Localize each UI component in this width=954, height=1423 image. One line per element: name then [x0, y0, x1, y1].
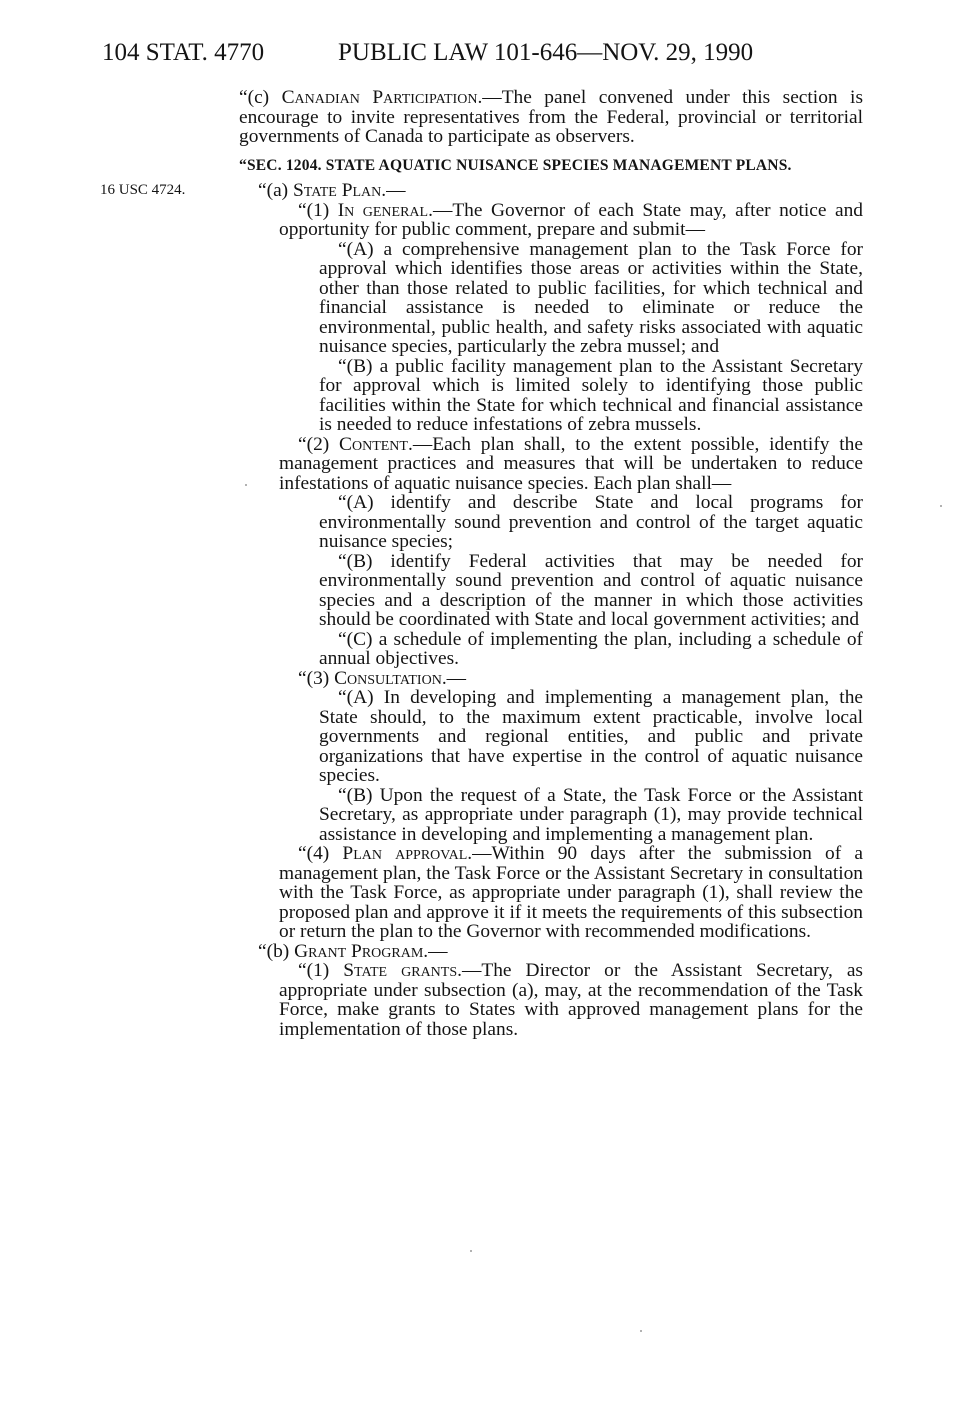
paragraph-b1-heading: State grants. — [343, 960, 462, 981]
paragraph-b1-label: “(1) — [298, 960, 344, 981]
paragraph-a1 — [279, 201, 863, 240]
paragraph-b1-text: —The Director or the Assistant Secretary, as appropriate under subsection (a), may, at the recommendation of the Task Force, make grants to States with approved management plans for the implementation of those plans. — [279, 960, 863, 1040]
paragraph-a2C: “(C) a schedule of implementing the plan, including a schedule of annual objectives. — [319, 628, 863, 669]
subsection-b-title: Grant Program. — [294, 940, 429, 962]
paragraph-a1-heading: In general. — [337, 199, 433, 221]
subsection-c-heading: Canadian Participation. — [281, 87, 483, 108]
paragraph-a3B: “(B) Upon the request of a State, the Task Force or the Assistant Secretary, as appropriate under paragraph (1), may provide technical assistance in developing and implementing a management plan. — [319, 784, 863, 845]
subsection-a-title: State Plan. — [292, 180, 387, 201]
paragraph-a2 — [279, 435, 863, 494]
paragraph-a4 — [279, 844, 863, 942]
paragraph-a2A: “(A) identify and describe State and local programs for environmentally sound prevention and control of the target aquatic nuisance species; — [319, 492, 863, 552]
subsection-c-label: “(c) — [239, 87, 282, 108]
paragraph-a3-heading: Consultation. — [334, 667, 447, 689]
subsection-a-heading — [239, 181, 863, 201]
paragraph-a1-text: —The Governor of each State may, after notice and opportunity for public comment, prepare and submit— — [279, 199, 863, 240]
paragraph-a2-heading: Content. — [339, 433, 413, 455]
section-1204-heading: “SEC. 1204. STATE AQUATIC NUISANCE SPECIES MANAGEMENT PLANS. — [239, 156, 792, 174]
paragraph-a4-heading: Plan approval. — [342, 843, 473, 864]
scan-speck — [245, 484, 247, 486]
paragraph-a3A: “(A) In developing and implementing a management plan, the State should, to the maximum extent practicable, involve local governments and regional entities, and public and private organizations that have expertise in the control of aquatic nuisance species. — [319, 687, 863, 786]
paragraph-a2B: “(B) identify Federal activities that may be needed for environmentally sound prevention and control of aquatic nuisance species and a description of the manner in which those activities should be coordinated with State and local government activities; and — [319, 550, 863, 630]
scan-speck — [640, 1330, 642, 1332]
paragraph-a4-text: —Within 90 days after the submission of a management plan, the Task Force or the Assistant Secretary in consultation with the Task Force, as appropriate under paragraph (1), shall review the proposed plan and approve it if it meets the requirements of this subsection or return the plan to the Governor with recommended modifications. — [279, 843, 863, 942]
subsection-c — [239, 88, 863, 147]
paragraph-b1 — [279, 961, 863, 1039]
subsection-b-dash: — — [428, 940, 448, 962]
paragraph-a1A: “(A) a comprehensive management plan to the Task Force for approval which identifies those areas or activities within the State, other than those related to public facilities, for which technical and financial assistance is needed to eliminate or reduce the environmental, public health, and safety risks associated with aquatic nuisance species, particularly the zebra mussel; and — [319, 238, 863, 357]
paragraph-a2-label: “(2) — [298, 433, 340, 455]
subsection-a-dash: — — [386, 180, 406, 201]
paragraph-a3-dash: — — [446, 667, 467, 689]
paragraph-a3 — [279, 669, 863, 689]
subsection-b-label: “(b) — [258, 940, 295, 962]
stat-page-number: 104 STAT. 4770 — [102, 39, 265, 66]
paragraph-a1B: “(B) a public facility management plan to the Assistant Secretary for approval which is limited solely to identifying those public facilities within the State for which technical and financial assistance is needed to reduce infestations of zebra mussels. — [319, 355, 863, 435]
subsection-c-text: —The panel convened under this section is encourage to invite representatives from the Federal, provincial or territorial governments of Canada to participate as observers. — [239, 87, 863, 147]
paragraph-a4-label: “(4) — [298, 843, 343, 864]
subsection-b-heading — [239, 942, 863, 962]
subsection-a-label: “(a) — [258, 180, 293, 201]
scan-speck — [470, 1250, 472, 1252]
paragraph-a1-label: “(1) — [298, 199, 338, 221]
paragraph-a2-text: —Each plan shall, to the extent possible, identify the management practices and measures that will be undertaken to reduce infestations of aquatic nuisance species. Each plan shall— — [279, 433, 863, 494]
document-body — [239, 88, 863, 1039]
scan-speck — [940, 505, 942, 507]
usc-margin-note: 16 USC 4724. — [100, 182, 186, 198]
public-law-citation: PUBLIC LAW 101-646—NOV. 29, 1990 — [338, 39, 754, 66]
paragraph-a3-label: “(3) — [298, 667, 335, 689]
